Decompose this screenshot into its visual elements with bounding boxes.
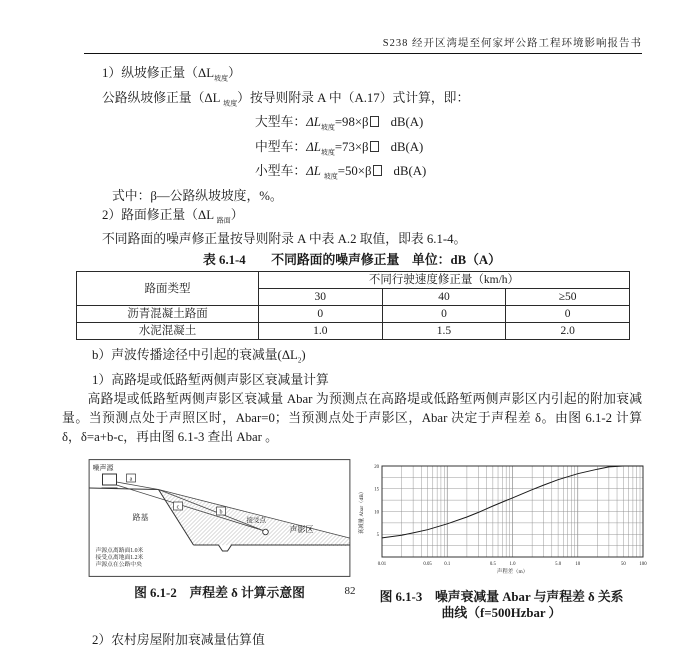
figure-note-1: 声源点离路面1.0米	[95, 547, 144, 554]
svg-text:c: c	[176, 504, 180, 511]
pavement-type-cell: 水泥混凝土	[77, 323, 259, 340]
correction-value-cell: 1.5	[382, 323, 506, 340]
correction-value-cell: 0	[258, 306, 382, 323]
x-tick-label: 0.05	[423, 561, 432, 567]
y-tick-label: 20	[374, 464, 379, 470]
path-difference-diagram	[88, 459, 351, 577]
page-content	[62, 0, 647, 650]
formula-note: 式中：β—公路纵坡坡度，%。	[112, 188, 283, 203]
subscript: 路面	[216, 216, 231, 225]
slope-formula-1	[255, 113, 642, 138]
heading-section-b: b）声波传播途径中引起的衰减量$(\Delta L_2)$	[92, 348, 306, 365]
x-tick-label: 100	[639, 561, 647, 567]
table-header-pavement-type: 路面类型	[77, 272, 259, 306]
table-row	[77, 323, 630, 340]
pavement-type-cell: 沥青混凝土路面	[77, 306, 259, 323]
table-title: 表 6.1-4 不同路面的噪声修正量 单位：dB（A）	[203, 253, 501, 268]
path-a-marker	[127, 474, 136, 483]
figure-path-difference	[88, 459, 351, 601]
delta-l-symbol: ΔL	[306, 164, 324, 179]
figure-note-2: 接受点离地面1.2米	[95, 554, 144, 561]
figure1-caption: 图 6.1-2 声程差 δ 计算示意图	[134, 585, 305, 600]
x-tick-label: 0.01	[377, 561, 387, 567]
subscript: 坡度	[223, 99, 238, 108]
heading-rural-houses: 2）农村房屋附加衰减量估算值	[92, 632, 265, 647]
missing-glyph-box	[370, 116, 379, 127]
subscript: 坡度	[214, 74, 229, 83]
abar-curve-chart	[355, 459, 648, 586]
correction-value-cell: 0	[506, 306, 630, 323]
noise-source-icon	[103, 474, 117, 485]
correction-value-cell: 0	[382, 306, 506, 323]
page-number: 82	[344, 585, 356, 597]
subscript: 坡度	[323, 172, 338, 181]
noise-source-label: 噪声源	[92, 463, 114, 472]
subscript: 坡度	[320, 123, 335, 132]
correction-value-cell: 1.0	[258, 323, 382, 340]
x-tick-label: 10	[575, 561, 581, 567]
x-tick-label: 50	[620, 561, 626, 567]
correction-value-cell: 2.0	[506, 323, 630, 340]
roadbed-label: 路基	[132, 512, 149, 522]
pavement-noise-table	[76, 271, 630, 340]
header-rule	[84, 53, 642, 54]
shadow-zone-paragraph: 高路堤或低路堑两侧声影区衰减量 Abar 为预测点在高路堤或低路堑两侧声影区内引起的附加衰减量。当预测点处于声照区时，Abar=0；当预测点处于声影区，Abar 决定于声程差 δ。由图 6.1-2 计算 δ，δ=a+b-c，再由图 6.1-3 查出 Abar 。	[62, 391, 642, 444]
slope-formula-2	[255, 138, 642, 163]
vehicle-type-label: 中型车：	[255, 139, 307, 154]
table-header-speed-group: 不同行驶速度修正量（km/h）	[258, 272, 629, 289]
x-tick-label: 5.0	[555, 561, 562, 567]
shadow-zone-label: 声影区	[289, 524, 314, 534]
table-header-speed: 40	[382, 289, 506, 306]
table-header-speed: ≥50	[506, 289, 630, 306]
road-surface-line	[90, 488, 159, 490]
y-tick-label: 5	[376, 532, 379, 538]
running-header-title: S238 经开区湾堤至何家坪公路工程环境影响报告书	[382, 38, 642, 49]
slope-formula-block	[62, 113, 642, 187]
x-tick-label: 0.1	[444, 561, 451, 567]
missing-glyph-box	[370, 141, 379, 152]
receiver-point-icon	[263, 529, 269, 535]
figure-note-3: 声源点在公路中央	[95, 561, 142, 568]
slope-formula-3	[255, 162, 642, 187]
svg-text:a: a	[129, 476, 133, 483]
unit-label: dB(A)	[390, 115, 424, 130]
svg-text:b: b	[219, 509, 223, 516]
y-tick-label: 15	[374, 487, 379, 493]
subscript: 2	[297, 356, 302, 365]
abar-chart-svg	[355, 459, 648, 581]
unit-label: dB(A)	[390, 139, 424, 154]
x-axis-label: 声程差（m）	[496, 568, 529, 575]
heading-shadow-zone: 1）高路堤或低路堑两侧声影区衰减量计算	[92, 372, 329, 387]
x-tick-label: 1.0	[509, 561, 516, 567]
table-header-speed: 30	[258, 289, 382, 306]
slope-intro-line: 公路纵坡修正量（ΔL $_{坡度}$）按导则附录 A 中（A.17）式计算，即：	[102, 90, 470, 108]
x-tick-label: 0.5	[489, 561, 496, 567]
path-b-marker	[217, 507, 226, 516]
formula-expression: =73×β	[334, 139, 369, 154]
heading-pavement-correction: 2）路面修正量（ΔL $_{路面}$）	[102, 207, 244, 225]
vehicle-type-label: 大型车：	[255, 115, 307, 130]
delta-l-symbol: ΔL	[306, 139, 321, 154]
missing-glyph-box	[373, 165, 382, 176]
y-axis-label: 衰减量 Abar（dB）	[359, 488, 365, 535]
vehicle-type-label: 小型车：	[255, 164, 307, 179]
pavement-intro-line: 不同路面的噪声修正量按导则附录 A 中表 A.2 取值，即表 6.1-4。	[102, 232, 467, 247]
receiver-label: 接受点	[246, 516, 266, 524]
figure2-caption: 图 6.1-3 噪声衰减量 Abar 与声程差 δ 关系 曲线（f=500Hzbar ）	[379, 589, 624, 620]
table-row	[77, 306, 630, 323]
heading-slope-correction: 1）纵坡修正量$(\Delta L_{坡度})$	[102, 66, 241, 83]
path-c-marker	[174, 502, 183, 511]
ground-line	[194, 545, 350, 551]
delta-l-symbol: ΔL	[306, 115, 321, 130]
subscript: 坡度	[320, 148, 335, 157]
unit-label: dB(A)	[393, 164, 427, 179]
y-tick-label: 10	[374, 510, 379, 516]
formula-expression: =50×β	[337, 164, 372, 179]
formula-expression: =98×β	[334, 115, 369, 130]
